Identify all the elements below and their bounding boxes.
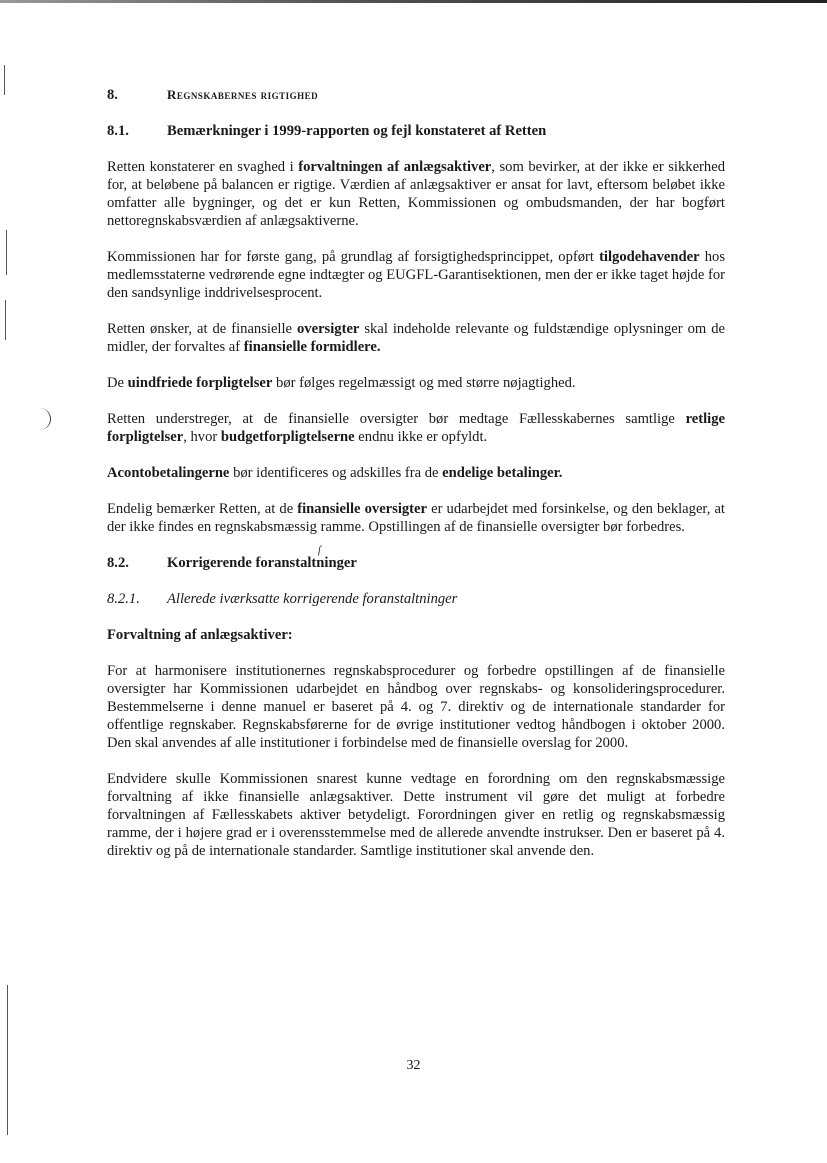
paragraph (107, 410, 725, 446)
text: er udarbejdet med forsinkelse, og den beklager, at der ikke findes en regnskabsmæssig ramme. Opstillingen af de finansielle oversigter bør forbedres. (107, 501, 725, 535)
subsubsection-number: 8.2.1. (107, 591, 140, 607)
section-number: 8. (107, 87, 118, 103)
paragraph: For at harmonisere institutionernes regnskabsprocedurer og forbedre opstillingen af de finansielle oversigter har Kommissionen udarbejdet en håndbog over regnskabs- og konsolideringsprocedurer. Bestemmelserne i denne manuel er baseret på 4. og 7. direktiv og de internationale standarder for offentlige regnskaber. Regnskabsførerne for de øvrige institutioner vedtog håndbogen i oktober 2000. Den skal anvendes af alle institutioner i forbindelse med de finansielle overslag for 2000. (107, 663, 725, 751)
paragraph (107, 248, 725, 302)
emphasis: oversigter (297, 321, 360, 337)
subsection-heading (107, 122, 725, 140)
emphasis: budgetforpligtelserne (220, 429, 355, 445)
subsection-title: Bemærkninger i 1999-rapporten og fejl konstateret af Retten (167, 123, 547, 139)
text: Kommissionen har for første gang, på grundlag af forsigtighedsprincippet, opført (107, 249, 600, 265)
section-title: Regnskabernes rigtighed (167, 87, 319, 102)
text: endnu ikke er opfyldt. (354, 429, 488, 445)
emphasis: finansielle formidlere. (243, 339, 381, 355)
document-page (107, 80, 725, 878)
subsection-number: 8.1. (107, 123, 129, 139)
margin-mark (6, 230, 7, 275)
paragraph (107, 158, 725, 230)
subsubsection-heading (107, 590, 725, 608)
emphasis: Acontobetalingerne (107, 465, 230, 481)
paragraph: Endvidere skulle Kommissionen snarest kunne vedtage en forordning om den regnskabsmæssige forvaltning af ikke finansielle anlægsaktiver. Dette instrument vil gøre det muligt at forbedre forvaltningen af Fællesskabets aktiver betydeligt. Forordningen giver en retlig og regnskabsmæssig ramme, der i højere grad er i overensstemmelse med de allerede anvendte instrukser. Den er baseret på 4. direktiv og på de internationale standarder. Samtlige institutioner skal anvende den. (107, 771, 725, 859)
subsection-number: 8.2. (107, 555, 129, 571)
emphasis: uindfriede forpligtelser (127, 375, 273, 391)
paragraph (107, 374, 725, 392)
paragraph (107, 464, 725, 482)
paragraph (107, 320, 725, 356)
emphasis: tilgodehavender (599, 249, 700, 265)
emphasis: endelige betalinger. (442, 465, 563, 481)
text: bør identificeres og adskilles fra de (229, 465, 443, 481)
emphasis: forvaltningen af anlægsaktiver (298, 159, 492, 175)
subsubsection-title: Allerede iværksatte korrigerende foranstaltninger (167, 591, 458, 607)
text: hos medlemsstaterne vedrørende egne indtægter og EUGFL-Garantisektionen, men der er ikke taget højde for den sandsynlige inddrivelsesprocent. (107, 249, 725, 301)
text: De (107, 375, 128, 391)
text: Retten ønsker, at de finansielle (107, 321, 297, 337)
subheading: Forvaltning af anlægsaktiver: (107, 627, 293, 643)
text: , hvor (183, 429, 221, 445)
text: Retten understreger, at de finansielle oversigter bør medtage Fællesskabernes samtlige (107, 411, 686, 427)
text: Endelig bemærker Retten, at de (107, 501, 298, 517)
subsection-heading (107, 554, 725, 572)
text: bør følges regelmæssigt og med større nøjagtighed. (272, 375, 576, 391)
margin-mark (4, 65, 5, 95)
margin-bracket (36, 408, 51, 430)
subsection-title: Korrigerende foranstaltninger (167, 555, 357, 571)
emphasis: finansielle oversigter (297, 501, 427, 517)
paragraph (107, 500, 725, 536)
text: , som bevirker, at der ikke er sikkerhed for, at beløbene på balancen er rigtige. Værdien af anlægsaktiver er ansat for lavt, eftersom beløbet ikke omfatter alle bygninger, og det er kun Retten, Kommissionen og ombudsmanden, der har bogført nettoregnskabsværdien af anlægsaktiverne. (107, 159, 725, 229)
scan-edge (0, 0, 827, 3)
text: Retten konstaterer en svaghed i (107, 159, 299, 175)
page-number: 32 (406, 1058, 421, 1073)
emphasis: retlige forpligtelser (107, 411, 725, 445)
section-heading (107, 86, 725, 104)
text: skal indeholde relevante og fuldstændige oplysninger om de midler, der forvaltes af (107, 321, 725, 355)
stray-mark: ſ (318, 545, 321, 556)
margin-mark (5, 300, 6, 340)
